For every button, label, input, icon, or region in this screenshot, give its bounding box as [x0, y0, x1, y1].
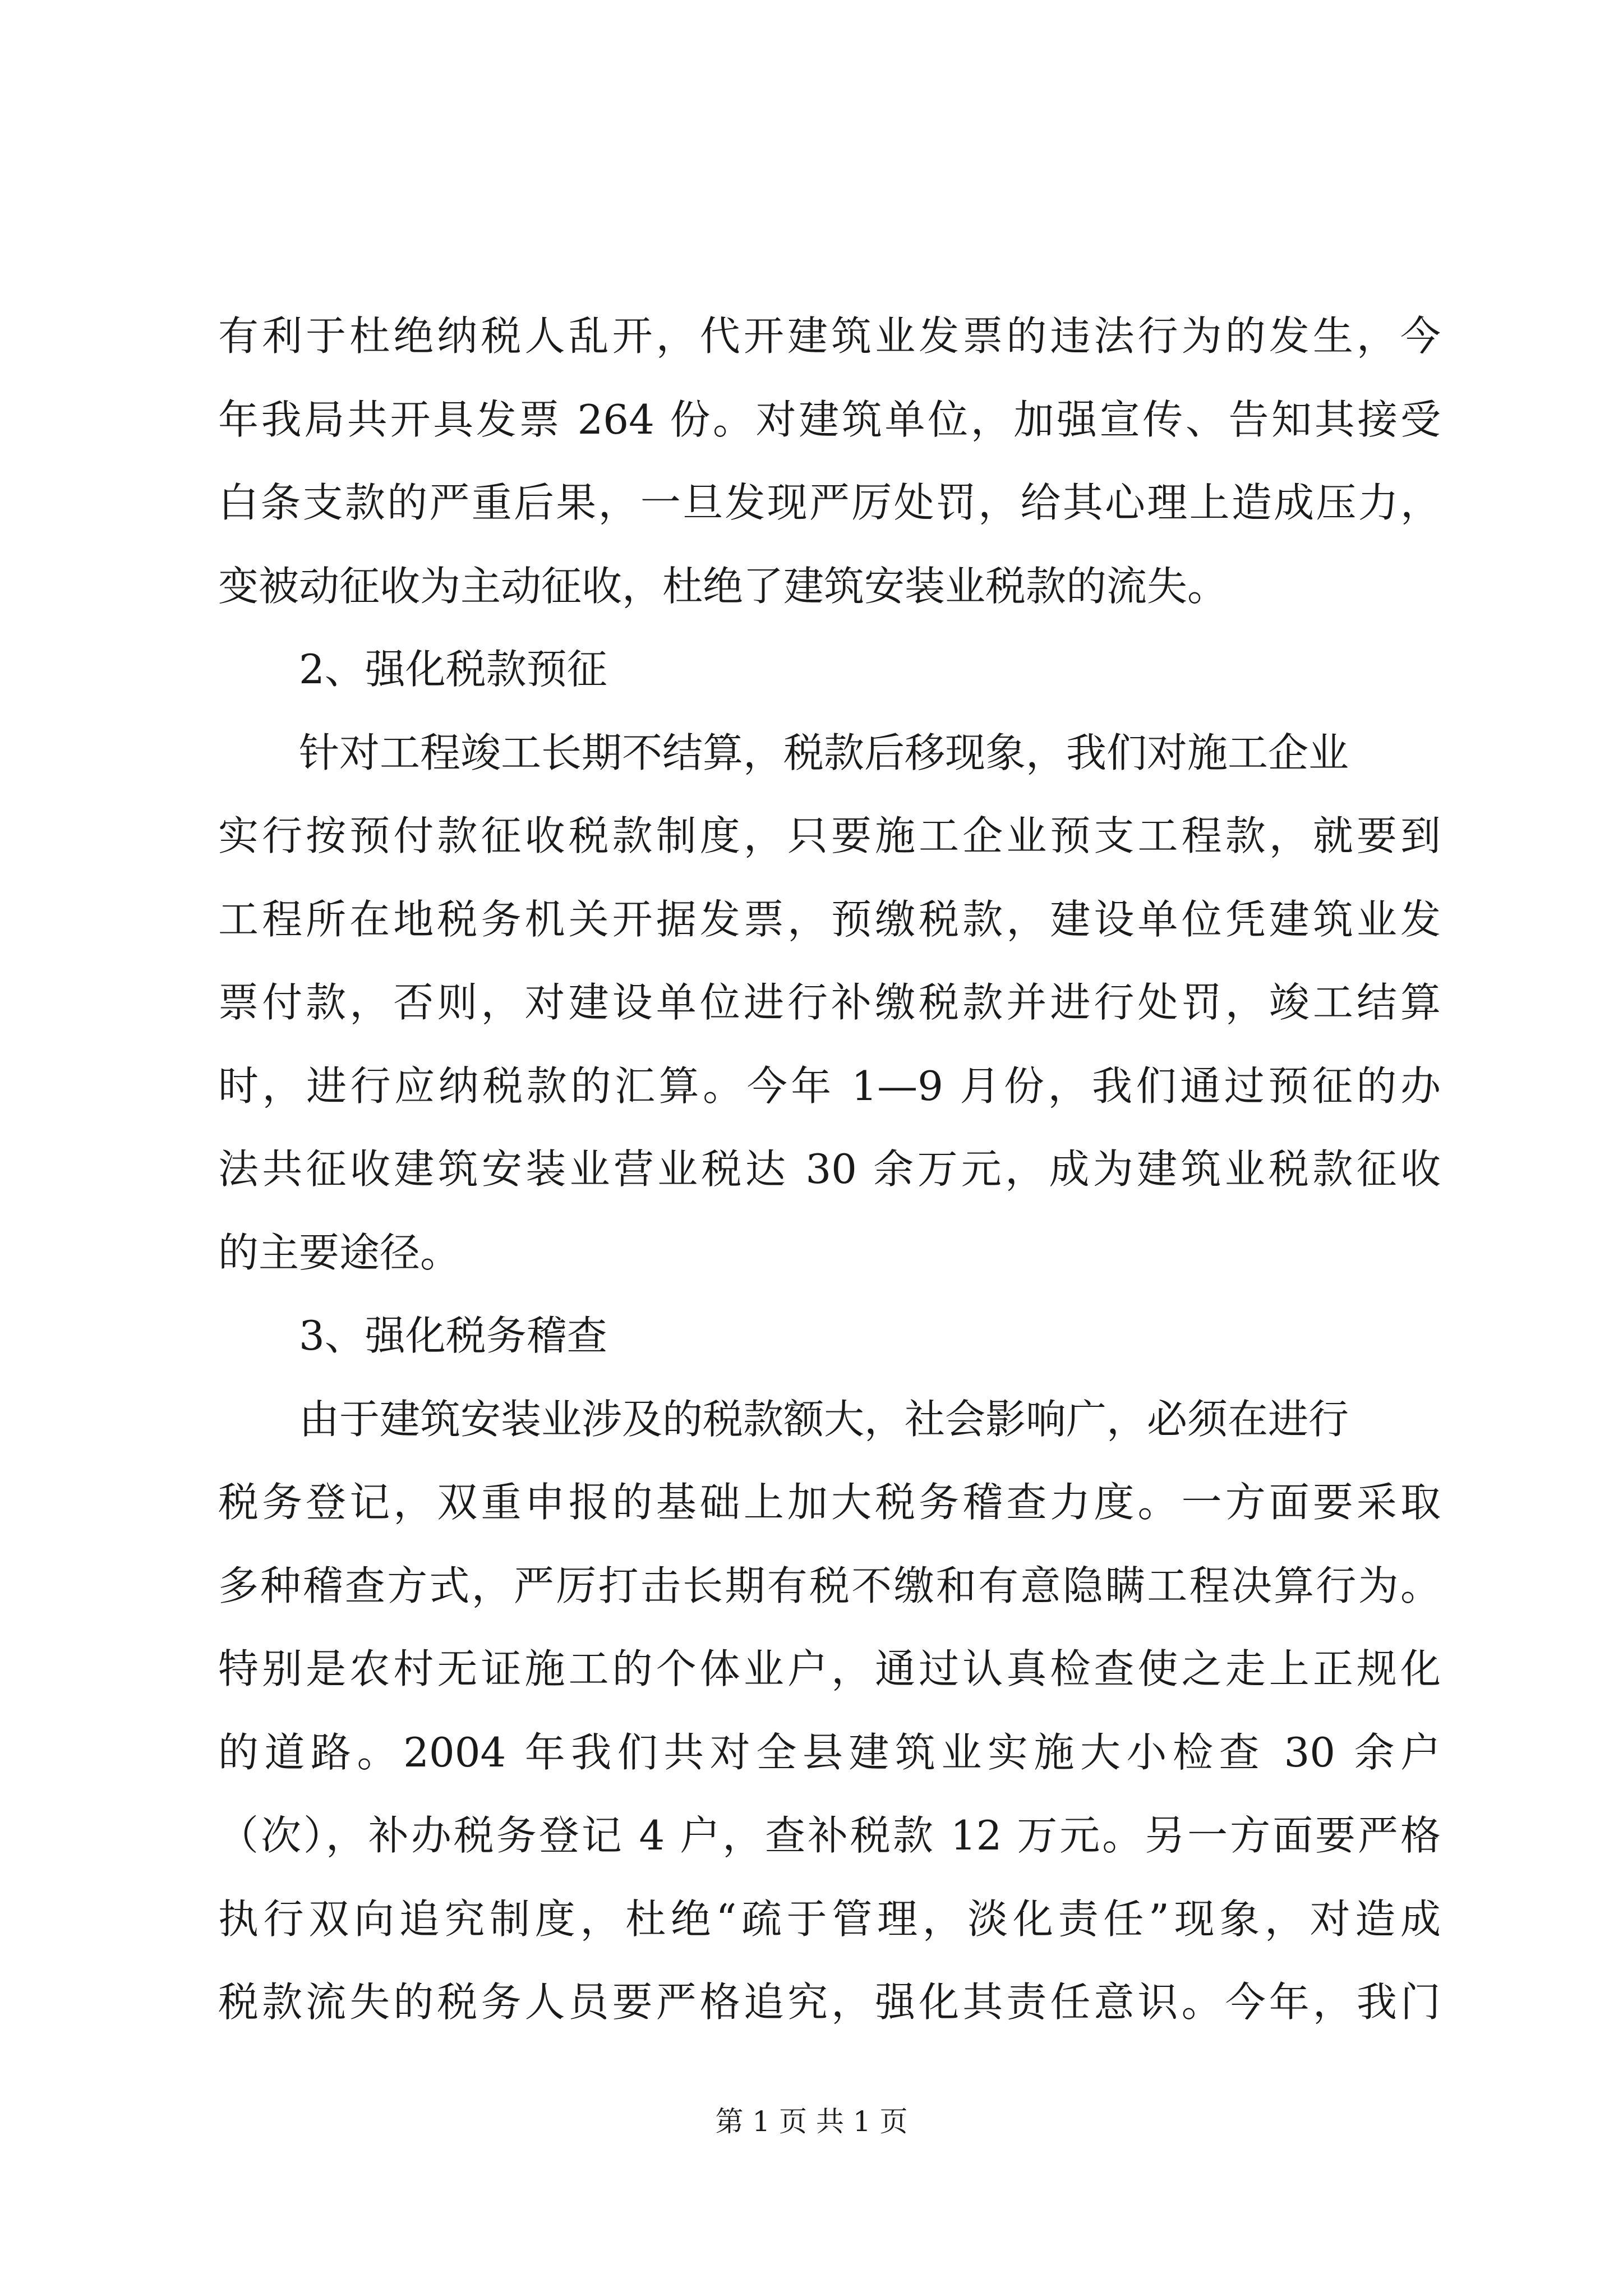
document-body — [218, 295, 1441, 2044]
text-line: 有利于杜绝纳税人乱开，代开建筑业发票的违法行为的发生，今 — [218, 312, 1441, 360]
paragraph-first-line: 由于建筑安装业涉及的税款额大，社会影响广，必须在进行 — [299, 1395, 1349, 1443]
text-line: 白条支款的严重后果，一旦发现严厉处罚，给其心理上造成压力， — [218, 479, 1441, 526]
section-heading: 2、强化税款预征 — [299, 646, 607, 693]
text-line: 工程所在地税务机关开据发票，预缴税款，建设单位凭建筑业发 — [218, 895, 1441, 943]
text-line: 的道路。2004 年我们共对全县建筑业实施大小检查 30 余户 — [218, 1728, 1441, 1776]
text-line: （次），补办税务登记 4 户，查补税款 12 万元。另一方面要严格 — [218, 1812, 1441, 1859]
text-line: 实行按预付款征收税款制度，只要施工企业预支工程款，就要到 — [218, 812, 1441, 859]
text-line: 执行双向追究制度，杜绝“疏于管理，淡化责任”现象，对造成 — [218, 1895, 1441, 1943]
text-line: 年我局共开具发票 264 份。对建筑单位，加强宣传、告知其接受 — [218, 395, 1441, 443]
page-footer: 第 1 页 共 1 页 — [715, 2105, 908, 2138]
section-heading: 3、强化税务稽查 — [299, 1312, 607, 1359]
text-line: 特别是农村无证施工的个体业户，通过认真检查使之走上正规化 — [218, 1645, 1441, 1692]
text-line: 的主要途径。 — [218, 1228, 461, 1276]
text-line: 税务登记，双重申报的基础上加大税务稽查力度。一方面要采取 — [218, 1479, 1441, 1526]
text-line: 变被动征收为主动征收，杜绝了建筑安装业税款的流失。 — [218, 562, 1228, 610]
paragraph-first-line: 针对工程竣工长期不结算，税款后移现象，我们对施工企业 — [299, 729, 1349, 776]
text-line: 时，进行应纳税款的汇算。今年 1—9 月份，我们通过预征的办 — [218, 1062, 1441, 1110]
text-line: 法共征收建筑安装业营业税达 30 余万元，成为建筑业税款征收 — [218, 1145, 1441, 1193]
text-line: 票付款，否则，对建设单位进行补缴税款并进行处罚，竣工结算 — [218, 979, 1441, 1026]
text-line: 多种稽查方式，严厉打击长期有税不缴和有意隐瞒工程决算行为。 — [218, 1562, 1441, 1609]
text-line: 税款流失的税务人员要严格追究，强化其责任意识。今年，我门 — [218, 1978, 1441, 2026]
